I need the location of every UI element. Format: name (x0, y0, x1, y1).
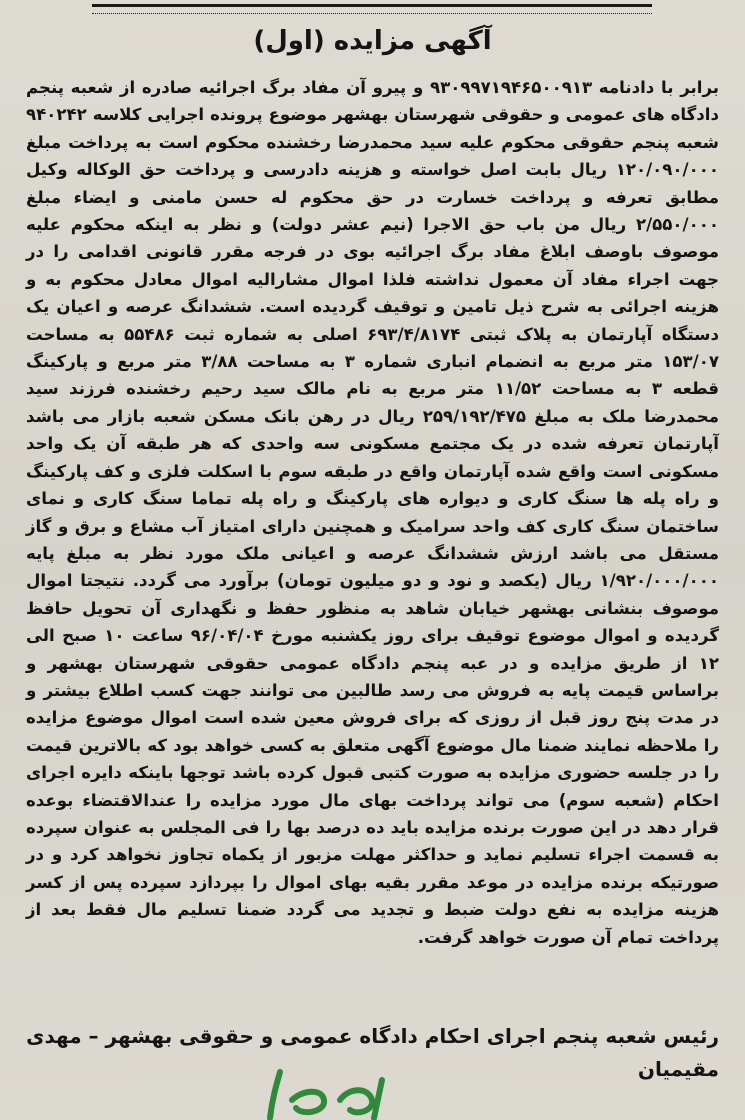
top-divider (92, 4, 652, 14)
notice-body: برابر با دادنامه ۹۳۰۹۹۷۱۹۴۶۵۰۰۹۱۳ و پیرو آن مفاد برگ اجرائیه صادره از شعبه پنجم دادگاه های عمومی و حقوقی شهرستان بهشهر موضوع پرونده اجرایی کلاسه ۹۴۰۲۴۲ شعبه پنجم حقوقی محکوم علیه سید محمدرضا رخشنده محکوم است به پرداخت مبلغ ۱۲۰/۰۹۰/۰۰۰ ریال بابت اصل خواسته و هزینه دادرسی و پرداخت حق الوکاله وکیل مطابق تعرفه و پرداخت خسارت در حق محکوم له حسن مامنی و ایضاء مبلغ ۲/۵۵۰/۰۰۰ ریال من باب حق الاجرا (نیم عشر دولت) و نظر به اینکه محکوم علیه موصوف باوصف ابلاغ مفاد برگ اجرائیه بوی در فرجه مقرر قانونی اقدامی را در جهت اجراء مفاد آن معمول نداشته فلذا اموال مشاراليه اموال معادل محکوم به و هزینه اجرائی به شرح ذیل تامین و توقیف گردیده است. ششدانگ عرصه و اعیان یک دستگاه آپارتمان به پلاک ثبتی ۶۹۳/۴/۸۱۷۴ اصلی به شماره ثبت ۵۵۴۸۶ به مساحت ۱۵۳/۰۷ متر مربع به انضمام انباری شماره ۳ به مساحت ۳/۸۸ متر مربع و پارکینگ قطعه ۳ به مساحت ۱۱/۵۲ متر مربع به نام مالک سید رحیم رخشنده فرزند سید محمدرضا ملک به مبلغ ۲۵۹/۱۹۲/۴۷۵ ریال در رهن بانک مسکن شعبه بازار می باشد آپارتمان تعرفه شده در یک مجتمع مسکونی سه واحدی که هر طبقه آن یک واحد مسکونی است واقع شده آپارتمان واقع در طبقه سوم با اسکلت فلزی و کف پارکینگ و راه پله ها سنگ کاری و دیواره های پارکینگ و راه پله تماما سنگ کاری و نمای ساختمان سنگ کاری کف واحد سرامیک و همچنین دارای امتیاز آب مشاع و برق و گاز مستقل می باشد ارزش ششدانگ عرصه و اعیانی ملک مورد نظر به مبلغ پایه ۱/۹۲۰/۰۰۰/۰۰۰ ریال (یکصد و نود و دو میلیون تومان) برآورد می گردد. نتیجتا اموال موصوف بنشانی بهشهر خیابان شاهد به منظور حفظ و نگهداری آن تحویل حافظ گردیده و اموال موضوع توقیف برای روز یکشنبه مورخ ۹۶/۰۴/۰۴ ساعت ۱۰ صبح الی ۱۲ از طریق مزایده و در عبه پنجم دادگاه عمومی حقوقی شهرستان بهشهر و براساس قیمت پایه به فروش می رسد طالبین می توانند جهت کسب اطلاع بیشتر و در مدت پنج روز قبل از روزی که برای فروش معین شده است اموال موضوع مزایده را ملاحظه نمایند ضمنا مال موضوع آگهی متعلق به کسی خواهد بود که بالاترین قیمت را در جلسه حضوری مزایده به صورت کتبی قبول کرده باشد توجها باینکه دایره اجرای احکام (شعبه سوم) می تواند پرداخت بهای مال مورد مزایده را عندالاقتضاء بوعده قرار دهد در این صورت برنده مزایده باید ده درصد بها را فی المجلس به عنوان سپرده به قسمت اجراء تسلیم نماید و حداکثر مهلت مزبور از یکماه تجاوز نخواهد کرد و در صورتیکه برنده مزایده در موعد مقرر بقیه بهای اموال را بپردازد سپرده پس از کسر هزینه مزایده به نفع دولت ضبط و تجدید می گردد ضمنا تسلیم مال فقط بعد از پرداخت تمام آن صورت خواهد گرفت. (26, 78, 720, 947)
signature-line: رئیس شعبه پنجم اجرای احکام دادگاه عمومی و حقوقی بهشهر – مهدی مقیمیان (26, 1024, 719, 1081)
notice-title: آگهی مزایده (اول) (253, 26, 492, 56)
handwritten-number-icon (262, 1060, 392, 1120)
